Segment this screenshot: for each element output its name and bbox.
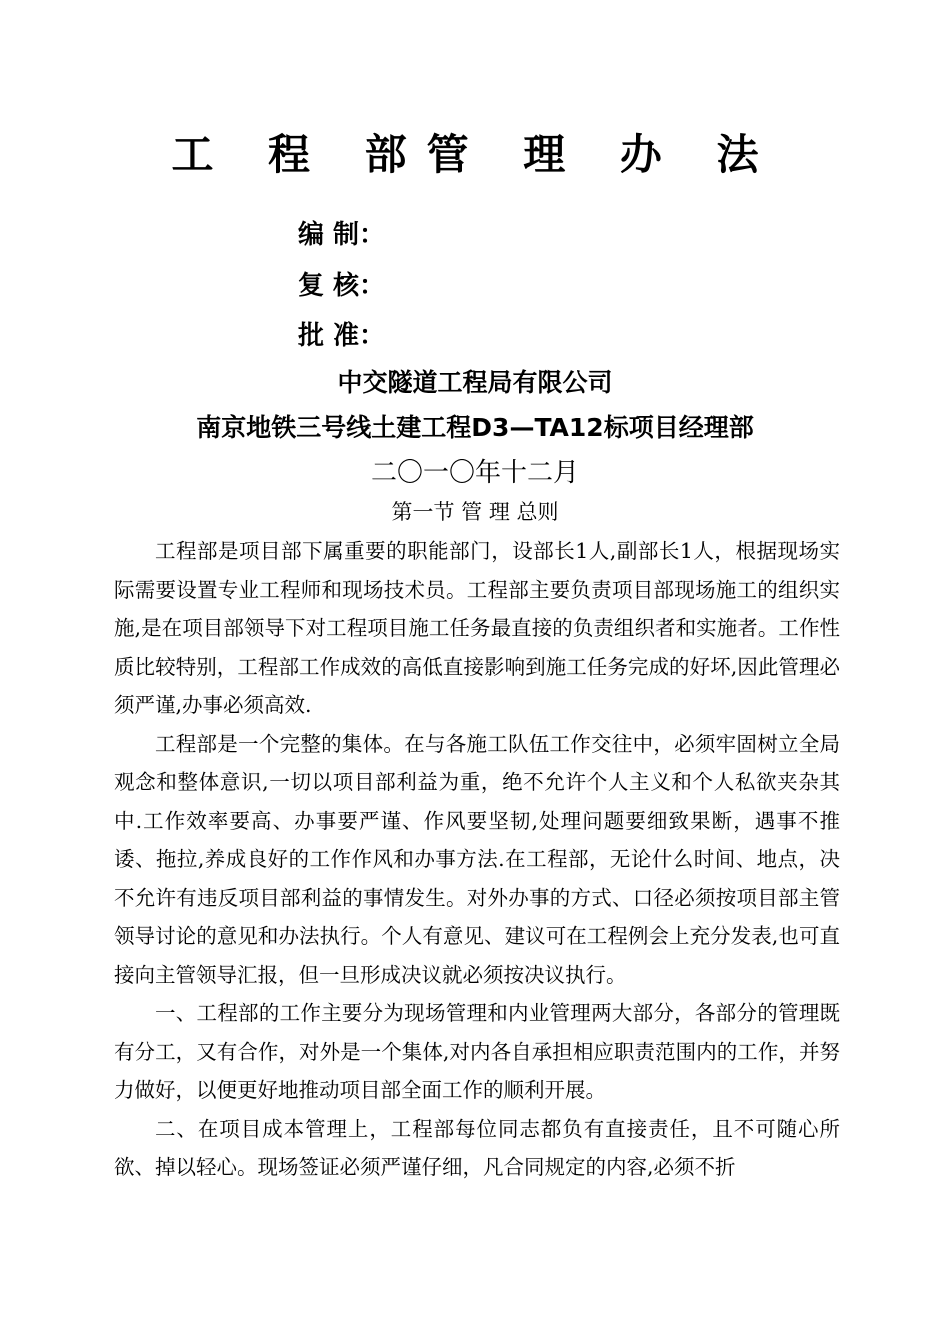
body-text <box>114 532 840 1187</box>
section-heading: 第一节 管 理 总则 <box>391 500 559 524</box>
compiled-by-label: 编 制： <box>298 220 386 250</box>
company-name: 中交隧道工程局有限公司 <box>337 368 613 397</box>
paragraph: 工程部是一个完整的集体。在与各施工队伍工作交往中，必须牢固树立全局观念和整体意识,一切以项目部利益为重，绝不允许个人主义和个人私欲夹杂其中.工作效率要高、办事要严谨、作风要坚韧,处理问题要细致果断，遇事不推诿、拖拉,养成良好的工作作风和办事方法.在工程部，无论什么时间、地点，决不允许有违反项目部利益的事情发生。对外办事的方式、口径必须按项目部主管领导讨论的意见和办法执行。个人有意见、建议可在工程例会上充分发表,也可直接向主管领导汇报，但一旦形成决议就必须按决议执行。 <box>114 731 840 987</box>
approved-by-label: 批 准： <box>298 321 386 351</box>
paragraph: 二、在项目成本管理上，工程部每位同志都负有直接责任，且不可随心所欲、掉以轻心。现场签证必须严谨仔细，凡合同规定的内容,必须不折 <box>114 1116 840 1179</box>
reviewed-by-label: 复 核： <box>298 271 386 301</box>
paragraph: 一、工程部的工作主要分为现场管理和内业管理两大部分，各部分的管理既有分工，又有合作，对外是一个集体,对内各自承担相应职责范围内的工作，并努力做好，以便更好地推动项目部全面工作的顺利开展。 <box>114 1001 840 1102</box>
document-title: 工 程 部管 理 办 法 <box>171 130 779 179</box>
project-department-name: 南京地铁三号线土建工程D3—TA12标项目经理部 <box>196 413 754 442</box>
paragraph: 工程部是项目部下属重要的职能部门，设部长1人,副部长1人，根据现场实际需要设置专业工程师和现场技术员。工程部主要负责项目部现场施工的组织实施,是在项目部领导下对工程项目施工任务最直接的负责组织者和实施者。工作性质比较特别，工程部工作成效的高低直接影响到施工任务完成的好坏,因此管理必须严谨,办事必须高效. <box>114 539 840 717</box>
issue-date: 二〇一〇年十二月 <box>370 458 579 488</box>
